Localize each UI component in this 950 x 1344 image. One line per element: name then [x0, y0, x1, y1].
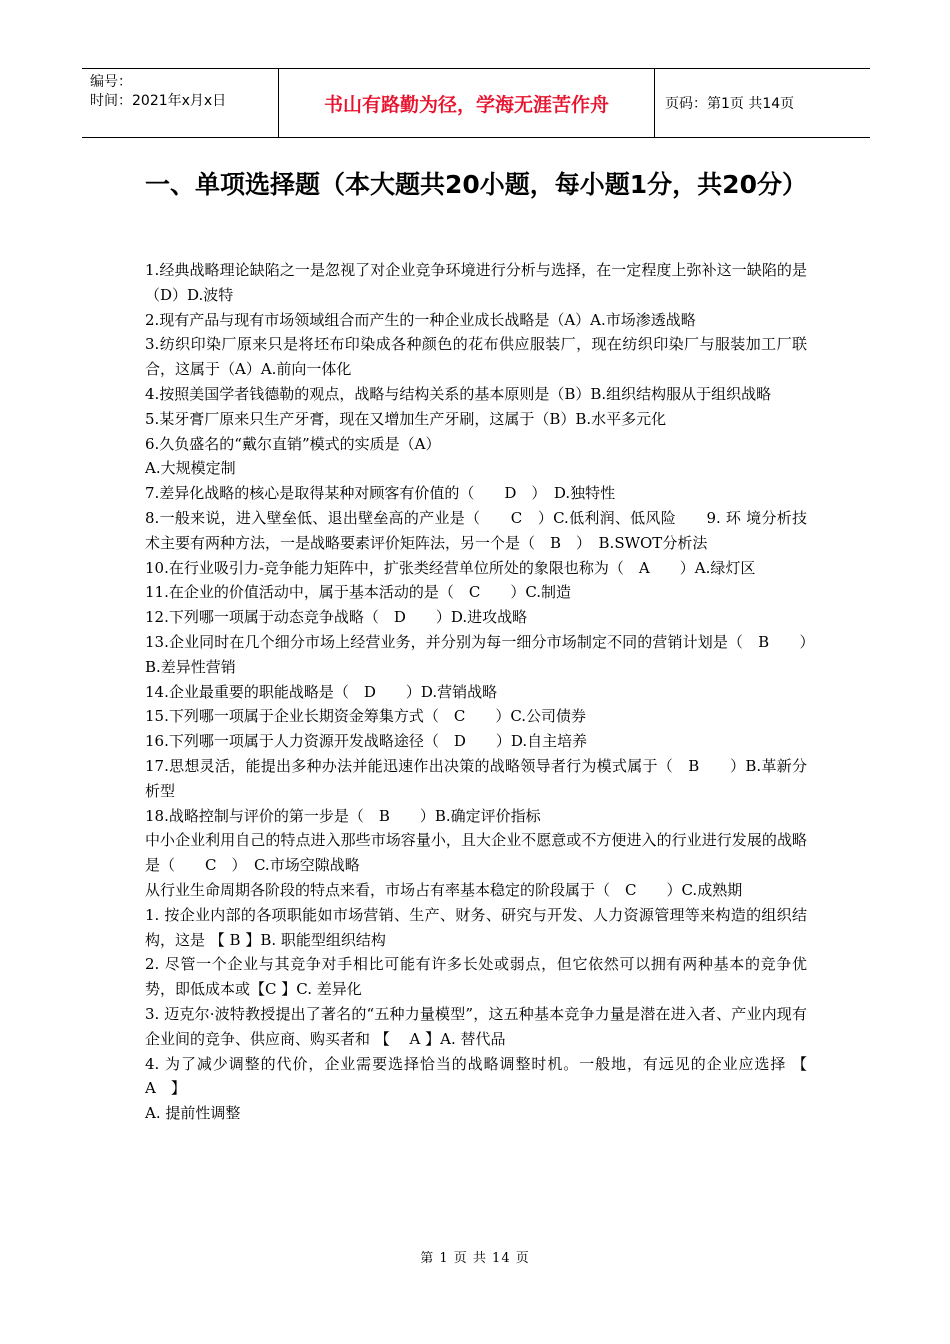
question-item: 11.在企业的价值活动中，属于基本活动的是（ C ）C.制造 [145, 583, 572, 602]
section-title: 一、单项选择题（本大题共20小题，每小题1分，共20分） [145, 170, 807, 199]
page-header [82, 68, 870, 138]
question-item: 2. 尽管一个企业与其竞争对手相比可能有许多长处或弱点，但它依然可以拥有两种基本的竞争优势，即低成本或【C 】C. 差异化 [145, 955, 807, 999]
question-item: 10.在行业吸引力-竞争能力矩阵中，扩张类经营单位所处的象限也称为（ A ）A.绿灯区 [145, 558, 756, 577]
question-item: 4.按照美国学者钱德勒的观点，战略与结构关系的基本原则是（B）B.组织结构服从于组织战略 [145, 384, 772, 403]
question-item: 4. 为了减少调整的代价，企业需要选择恰当的战略调整时机。一般地，有远见的企业应选择 【 A 】 [145, 1054, 823, 1098]
question-item: A.大规模定制 [145, 459, 236, 478]
question-item: A. 提前性调整 [145, 1104, 241, 1123]
question-item: 16.下列哪一项属于人力资源开发战略途径（ D ）D.自主培养 [145, 732, 588, 751]
question-item: 15.下列哪一项属于企业长期资金筹集方式（ C ）C.公司债券 [145, 707, 587, 726]
question-item: 14.企业最重要的职能战略是（ D ）D.营销战略 [145, 682, 498, 701]
question-item: 中小企业利用自己的特点进入那些市场容量小，且大企业不愿意或不方便进入的行业进行发展的战略是（ C ） C.市场空隙战略 [145, 831, 807, 875]
question-item: 1.经典战略理论缺陷之一是忽视了对企业竞争环境进行分析与选择，在一定程度上弥补这一缺陷的是（D）D.波特 [145, 261, 807, 304]
number-label: 编号： [90, 74, 132, 90]
header-meta [82, 69, 279, 137]
question-list [145, 258, 823, 1126]
question-item: 3.纺织印染厂原来只是将坯布印染成各种颜色的花布供应服装厂，现在纺织印染厂与服装加工厂联合，这属于（A）A.前向一体化 [145, 335, 807, 379]
time-label: 时间：2021年x月x日 [90, 93, 227, 109]
question-item: 12.下列哪一项属于动态竞争战略（ D ）D.进攻战略 [145, 608, 528, 627]
question-item: 1. 按企业内部的各项职能如市场营销、生产、财务、研究与开发、人力资源管理等来构造的组织结构，这是 【 B 】B. 职能型组织结构 [145, 905, 807, 949]
question-item: 6.久负盛名的“戴尔直销”模式的实质是（A） [145, 434, 441, 453]
question-item: 2.现有产品与现有市场领域组合而产生的一种企业成长战略是（A）A.市场渗透战略 [145, 310, 696, 329]
question-item: 13.企业同时在几个细分市场上经营业务，并分别为每一细分市场制定不同的营销计划是（ B ）B.差异性营销 [145, 632, 807, 676]
header-page-info: 页码：第1页 共14页 [665, 96, 795, 112]
header-motto: 书山有路勤为径，学海无涯苦作舟 [279, 69, 655, 137]
question-item: 17.思想灵活，能提出多种办法并能迅速作出决策的战略领导者行为模式属于（ B ）B.革新分析型 [145, 756, 807, 800]
page-footer: 第 1 页 共 14 页 [420, 1251, 530, 1266]
question-item: 5.某牙膏厂原来只生产牙膏，现在又增加生产牙刷，这属于（B）B.水平多元化 [145, 409, 667, 428]
question-item: 从行业生命周期各阶段的特点来看，市场占有率基本稳定的阶段属于（ C ）C.成熟期 [145, 880, 743, 899]
question-item: 8.一般来说，进入壁垒低、退出壁垒高的产业是（ C ）C.低利润、低风险 9. 环 境分析技术主要有两种方法，一是战略要素评价矩阵法，另一个是（ B ） B.SWOT分析法 [145, 508, 807, 552]
question-item: 7.差异化战略的核心是取得某种对顾客有价值的（ D ） D.独特性 [145, 484, 616, 503]
question-item: 18.战略控制与评价的第一步是（ B ）B.确定评价指标 [145, 806, 541, 825]
question-item: 3. 迈克尔·波特教授提出了著名的“五种力量模型”，这五种基本竞争力量是潜在进入者、产业内现有企业间的竞争、供应商、购买者和 【 A 】A. 替代品 [145, 1004, 807, 1048]
